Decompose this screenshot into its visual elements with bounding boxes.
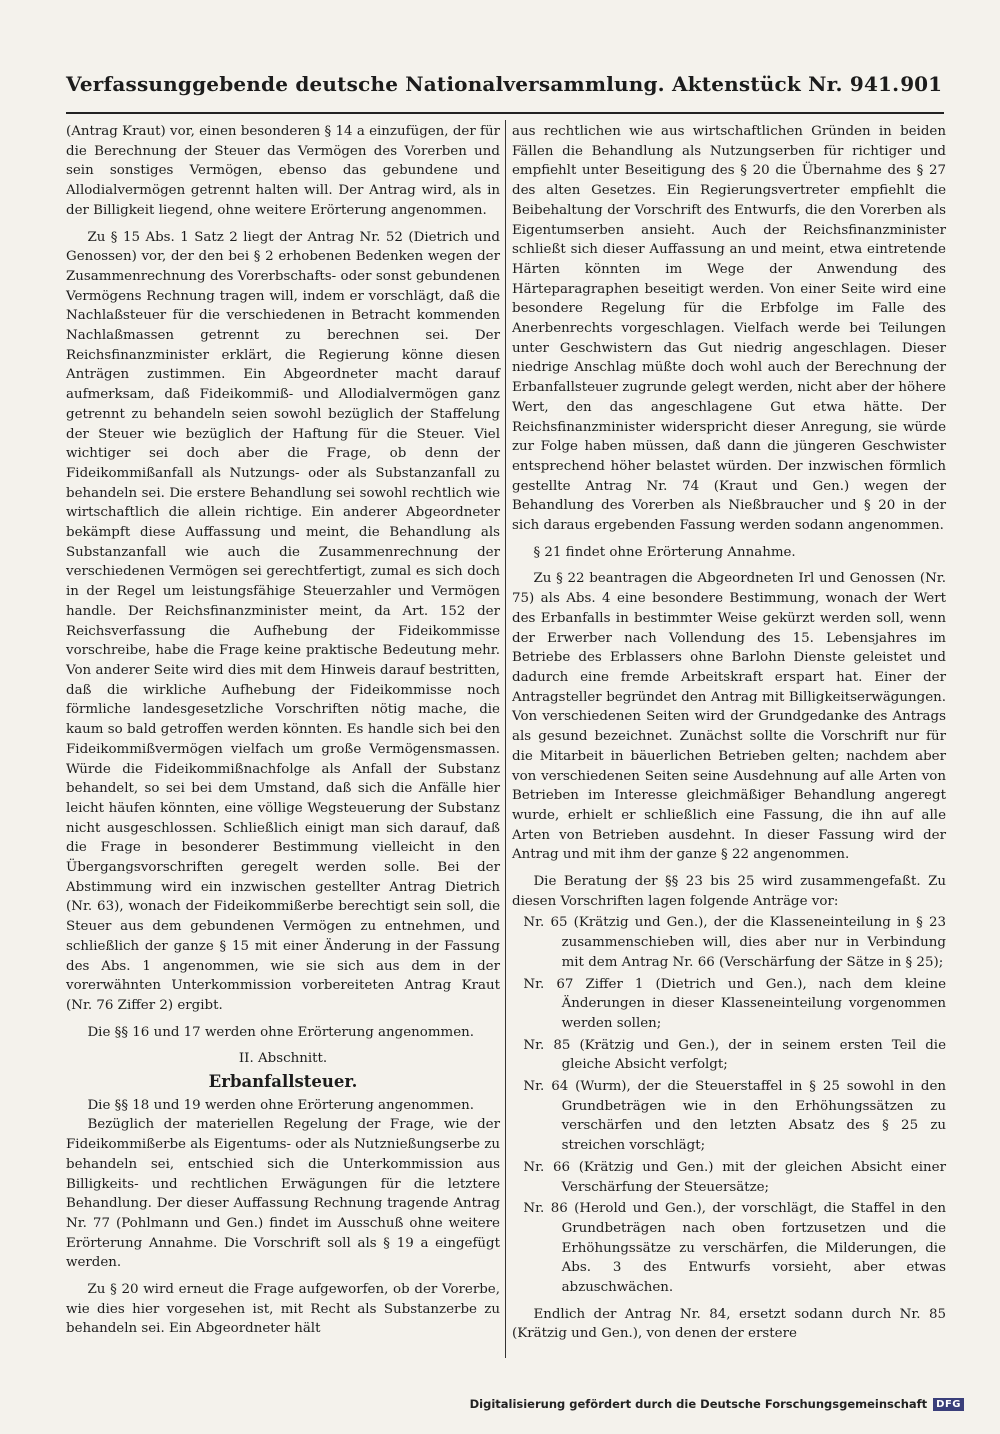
left-column [66,122,500,1339]
paragraph: (Antrag Kraut) vor, einen besonderen § 14 a einzufügen, der für die Berechnung der Steuer das Vermögen des Vorerben und sein sonstiges Vermögen, ebenso das gebundene und Allodialvermögen getrennt halten will. Der Antrag wird, als in der Billigkeit liegend, ohne weitere Erörterung angenommen. [66,124,500,218]
section-label: II. Abschnitt. [238,1051,328,1067]
footer-credit [470,1397,964,1411]
paragraph: Endlich der Antrag Nr. 84, ersetzt sodann durch Nr. 85 (Krätzig und Gen.), von denen der erstere [512,1306,946,1342]
motion-item: Nr. 65 (Krätzig und Gen.), der die Klasseneinteilung in § 23 zusammenschieben will, dies aber nur in Verbindung mit dem Antrag Nr. 66 (Verschärfung der Sätze in § 25); [523,915,946,970]
dfg-logo: DFG [933,1398,964,1411]
right-column [512,122,946,1344]
paragraph: § 21 findet ohne Erörterung Annahme. [533,544,796,560]
paragraph: Zu § 20 wird erneut die Frage aufgeworfen, ob der Vorerbe, wie dies hier vorgesehen ist, mit Recht als Substanzerbe zu behandeln sei. Ein Abgeordneter hält [66,1282,500,1337]
column-divider [505,120,506,1358]
paragraph: Die Beratung der §§ 23 bis 25 wird zusammengefaßt. Zu diesen Vorschriften lagen folgende Anträge vor: [512,874,946,909]
paragraph: Zu § 15 Abs. 1 Satz 2 liegt der Antrag Nr. 52 (Dietrich und Genossen) vor, der den bei § 2 erhobenen Bedenken wegen der Zusammenrechnung des Vorerbschafts- oder sonst gebundenen Vermögens Rechnung tragen will, indem er vorschlägt, daß die Nachlaßsteuer für die verschiedenen in Betracht kommenden Nachlaßmassen getrennt zu berechnen sei. Der Reichsfinanzminister erklärt, die Regierung könne diesen Anträgen zustimmen. Ein Abgeordneter macht darauf aufmerksam, daß Fideikommiß- und Allodialvermögen ganz getrennt zu behandeln seien sowohl bezüglich der Staffelung der Steuer wie bezüglich der Haftung für die Steuer. Viel wichtiger sei doch aber die Frage, ob denn der Fideikommißanfall als Nutzungs- oder als Substanzanfall zu behandeln sei. Die erstere Behandlung sei sowohl rechtlich wie wirtschaftlich die allein richtige. Ein anderer Abgeordneter bekämpft diese Auffassung und meint, die Behandlung als Substanzanfall wie auch die Zusammenrechnung der verschiedenen Vermögen sei gerechtfertigt, zumal es sich doch in der Regel um leistungsfähige Steuerzahler und Vermögen handle. Der Reichsfinanzminister meint, da Art. 152 der Reichsverfassung die Aufhebung der Fideikommisse vorschreibe, habe die Frage keine praktische Bedeutung mehr. Von anderer Seite wird dies mit dem Hinweis darauf bestritten, daß die wirkliche Aufhebung der Fideikommisse noch förmliche landesgesetzliche Vorschriften nötig mache, die kaum so bald getroffen werden könnten. Es handle sich bei den Fideikommißvermögen vielfach um große Vermögensmassen. Würde die Fideikommißnachfolge als Anfall der Substanz behandelt, so sei bei dem Umstand, daß sich die Anfälle hier leicht häufen könnten, eine völlige Wegsteuerung der Substanz nicht ausgeschlossen. Schließlich einigt man sich darauf, daß die Frage in besonderer Bestimmung vielleicht in den Übergangsvorschriften geregelt werden solle. Bei der Abstimmung wird ein inzwischen gestellter Antrag Dietrich (Nr. 63), wonach der Fideikommißerbe berechtigt sein soll, die Steuer aus dem gebundenen Vermögen zu entnehmen, und schließlich der ganze § 15 mit einer Änderung in der Fassung des Abs. 1 angenommen, wie sie sich aus dem in der vorerwähnten Unterkommission vorbereiteten Antrag Kraut (Nr. 76 Ziffer 2) ergibt. [66,229,500,1013]
paragraph: aus rechtlichen wie aus wirtschaftlichen Gründen in beiden Fällen die Behandlung als Nutzungserben für richtiger und empfiehlt unter Beseitigung des § 20 die Übernahme des § 27 des alten Gesetzes. Ein Regierungsvertreter empfiehlt die Beibehaltung der Vorschrift des Entwurfs, die den Vorerben als Eigentumserben ansieht. Auch der Reichsfinanzminister schließt sich dieser Auffassung an und meint, etwa eintretende Härten könnten im Wege der Anwendung des Härteparagraphen beseitigt werden. Von einer Seite wird eine besondere Regelung für die Erbfolge im Falle des Anerbenrechts vorgeschlagen. Vielfach werde bei Teilungen unter Geschwistern das Gut niedrig angeschlagen. Dieser niedrige Anschlag müßte doch wohl auch der Berechnung der Erbanfallsteuer zugrunde gelegt werden, nicht aber der höhere Wert, den das angeschlagene Gut etwa hätte. Der Reichsfinanzminister widerspricht dieser Anregung, sie würde zur Folge haben müssen, daß dann die jüngeren Geschwister entsprechend höher belastet würden. Der inzwischen förmlich gestellte Antrag Nr. 74 (Kraut und Gen.) wegen der Behandlung des Vorerben als Nießbraucher und § 20 in der sich daraus ergebenden Fassung werden sodann angenommen. [512,124,946,534]
motion-item: Nr. 86 (Herold und Gen.), der vorschlägt, die Staffel in den Grundbeträgen nach oben fortzusetzen und die Erhöhungssätze zu verschärfen, die Milderungen, die Abs. 3 des Entwurfs vorsieht, aber etwas abzuschwächen. [523,1201,946,1296]
paragraph: Die §§ 18 und 19 werden ohne Erörterung angenommen. [87,1097,475,1113]
motion-item: Nr. 66 (Krätzig und Gen.) mit der gleichen Absicht einer Verschärfung der Steuersätze; [523,1159,946,1195]
motion-item: Nr. 85 (Krätzig und Gen.), der in seinem ersten Teil die gleiche Absicht verfolgt; [523,1037,946,1073]
header-rule [66,112,944,114]
motion-item: Nr. 64 (Wurm), der die Steuerstaffel in § 25 sowohl in den Grundbeträgen wie in den Erhöhungssätzen zu verschärfen und den letzten Absatz des § 25 zu streichen vorschlägt; [523,1079,946,1154]
section-heading: Erbanfallsteuer. [208,1072,358,1092]
footer-credit-text: Digitalisierung gefördert durch die Deutsche Forschungsgemeinschaft [469,1397,928,1411]
page-number: 901 [900,72,942,96]
paragraph: Die §§ 16 und 17 werden ohne Erörterung angenommen. [87,1024,475,1040]
running-header-title: Verfassunggebende deutsche Nationalversammlung. Aktenstück Nr. 941. [66,72,900,96]
motion-item: Nr. 67 Ziffer 1 (Dietrich und Gen.), nach dem kleine Änderungen in dieser Klasseneinteilung vorgenommen werden sollen; [523,976,946,1031]
paragraph: Zu § 22 beantragen die Abgeordneten Irl und Genossen (Nr. 75) als Abs. 4 eine besondere Bestimmung, wonach der Wert des Erbanfalls in bestimmter Weise gekürzt werden soll, wenn der Erwerber nach Vollendung des 15. Lebensjahres im Betriebe des Erblassers ohne Barlohn Dienste geleistet und dadurch eine fremde Arbeitskraft erspart hat. Einer der Antragsteller begründet den Antrag mit Billigkeitserwägungen. Von verschiedenen Seiten wird der Grundgedanke des Antrags als gesund bezeichnet. Zunächst sollte die Vorschrift nur für die Mitarbeit in bäuerlichen Betrieben gelten; nachdem aber von verschiedenen Seiten seine Ausdehnung auf alle Arten von Betrieben im Interesse gleichmäßiger Behandlung angeregt wurde, erhielt er schließlich eine Fassung, die ihn auf alle Arten von Betrieben ausdehnt. In dieser Fassung wird der Antrag und mit ihm der ganze § 22 angenommen. [512,571,946,863]
paragraph: Bezüglich der materiellen Regelung der Frage, wie der Fideikommißerbe als Eigentums- oder als Nutznießungserbe zu behandeln sei, entschied sich die Unterkommission aus Billigkeits- und rechtlichen Erwägungen für die letztere Behandlung. Der dieser Auffassung Rechnung tragende Antrag Nr. 77 (Pohlmann und Gen.) findet im Ausschuß ohne weitere Erörterung Annahme. Die Vorschrift soll als § 19 a eingefügt werden. [66,1117,500,1271]
